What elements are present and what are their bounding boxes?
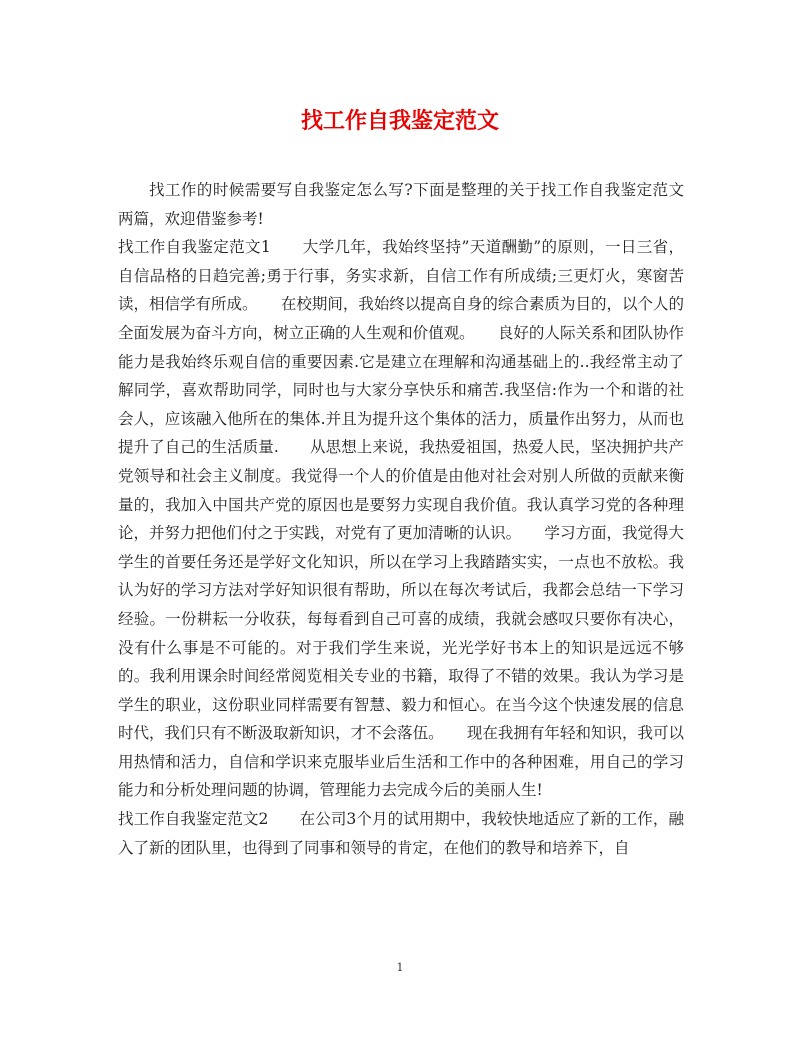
- document-body: [118, 176, 684, 862]
- intro-paragraph: 找工作的时候需要写自我鉴定怎么写?下面是整理的关于找工作自我鉴定范文两篇，欢迎借鉴参考!: [118, 181, 684, 228]
- sample-1-paragraph: 找工作自我鉴定范文1 大学几年，我始终坚持”天道酬勤”的原则，一日三省，自信品格的日趋完善;勇于行事，务实求新，自信工作有所成绩;三更灯火，寒窗苦读，相信学有所成。 在校期间，我始终以提高自身的综合素质为目的，以个人的全面发展为奋斗方向，树立正确的人生观和价值观。 良好的人际关系和团队协作能力是我始终乐观自信的重要因素.它是建立在理解和沟通基础上的..我经常主动了解同学，喜欢帮助同学，同时也与大家分享快乐和痛苦.我坚信:作为一个和谐的社会人，应该融入他所在的集体.并且为提升这个集体的活力，质量作出努力，从而也提升了自己的生活质量. 从思想上来说，我热爱祖国，热爱人民，坚决拥护共产党领导和社会主义制度。我觉得一个人的价值是由他对社会对别人所做的贡献来衡量的，我加入中国共产党的原因也是要努力实现自我价值。我认真学习党的各种理论，并努力把他们付之于实践，对党有了更加清晰的认识。 学习方面，我觉得大学生的首要任务还是学好文化知识，所以在学习上我踏踏实实，一点也不放松。我认为好的学习方法对学好知识很有帮助，所以在每次考试后，我都会总结一下学习经验。一份耕耘一分收获，每每看到自己可喜的成绩，我就会感叹只要你有决心，没有什么事是不可能的。对于我们学生来说，光光学好书本上的知识是远远不够的。我利用课余时间经常阅览相关专业的书籍，取得了不错的效果。我认为学习是学生的职业，这份职业同样需要有智慧、毅力和恒心。在当今这个快速发展的信息时代，我们只有不断汲取新知识，才不会落伍。 现在我拥有年轻和知识，我可以用热情和活力，自信和学识来克服毕业后生活和工作中的各种困难，用自己的学习能力和分析处理问题的协调，管理能力去完成今后的美丽人生!: [118, 238, 684, 800]
- page-number: 1: [396, 961, 404, 974]
- sample-2-paragraph: 找工作自我鉴定范文2 在公司3个月的试用期中，我较快地适应了新的工作，融入了新的团队里，也得到了同事和领导的肯定，在他们的教导和培养下，自: [118, 810, 684, 857]
- document-title: 找工作自我鉴定范文: [300, 108, 499, 134]
